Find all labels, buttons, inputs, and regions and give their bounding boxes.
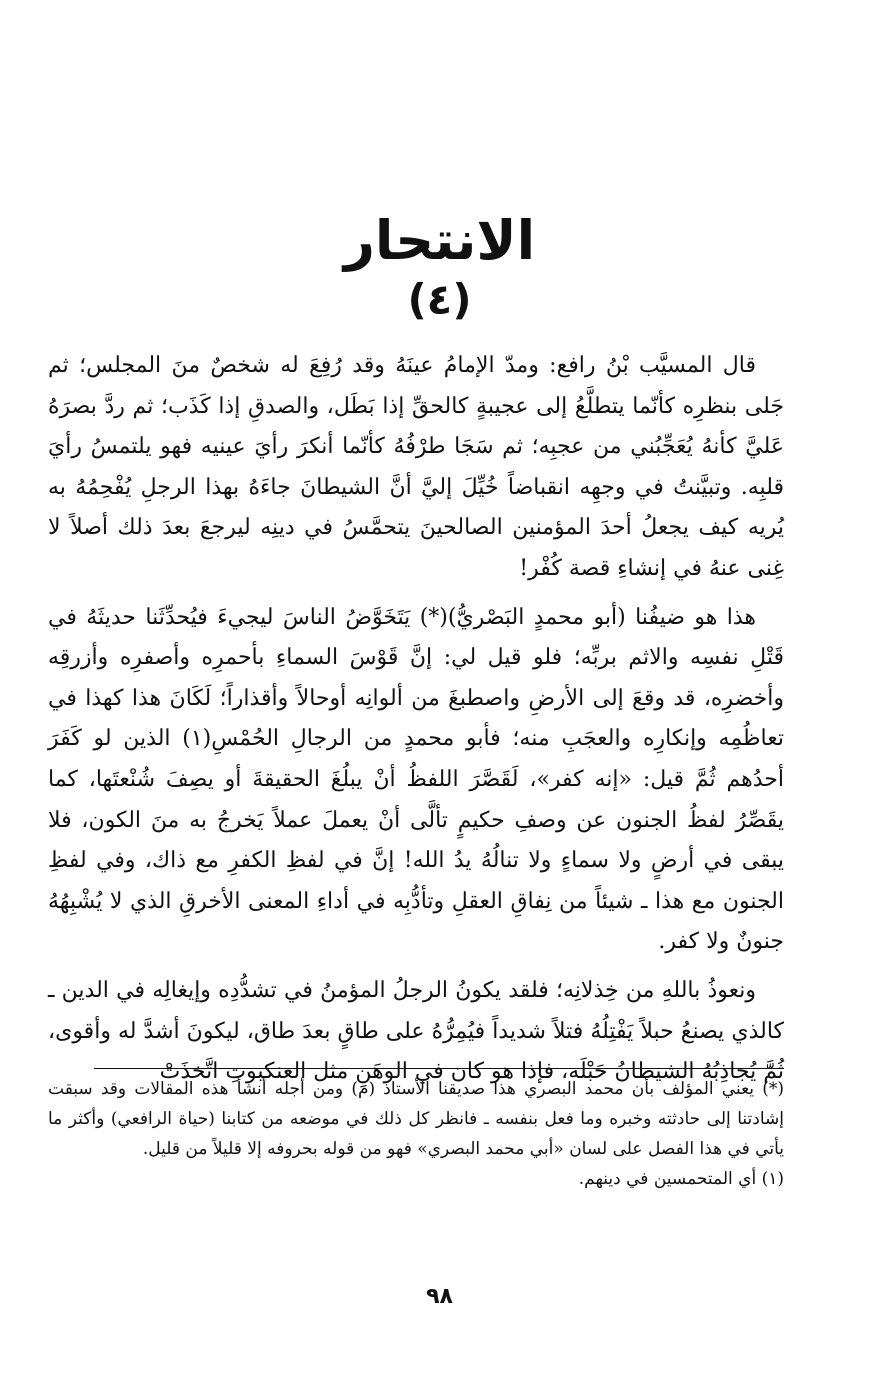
- chapter-title: الانتحار: [343, 209, 536, 272]
- paragraph-1: قال المسيَّب بْنُ رافع: ومدّ الإمامُ عينَهُ وقد رُفِعَ له شخصٌ منَ المجلس؛ ثم جَلى بنظرِه كأنّما يتطلَّعُ إلى عجيبةٍ كالحقِّ إذا بَطَل، والصدقِ إذا كَذَب؛ ثم ردَّ بصرَهُ عَليَّ كأنهُ يُعَجِّبُني من عجبِه؛ ثم سَجَا طرْفُهُ كأنّما أنكرَ رأيَ عينيه فهو يلتمسُ رأيَ قلبِه. وتبيَّنتُ في وجهِه انقباضاً خُيِّلَ إليَّ أنَّ الشيطانَ جاءَهُ بهذا الرجلِ يُفْحِمُهُ به يُريه كيف يجعلُ أحدَ المؤمنين الصالحينَ يتحمَّسُ في دينِه ليرجعَ بعدَ ذلك أصلاً لا غِنى عنهُ في إنشاءِ قصة كُفْر!: [48, 353, 784, 581]
- paragraph-3: ونعوذُ باللهِ من خِذلانِه؛ فلقد يكونُ الرجلُ المؤمنُ في تشدُّدِه وإيغالِه في الدين ـ كالذي يصنعُ حبلاً يَفْتِلُهُ فتلاً شديداً فيُمِرُّهُ على طاقٍ بعدَ طاق، ليكونَ أشدَّ له وأقوى، ثُمَّ يُجاذِبُهُ الشيطانُ حَبْلَه، فإذا هو كان في الوهَنِ مثل العنكبوتِ اتَّخذَتْ: [48, 977, 784, 1085]
- page-number: ٩٨: [426, 1284, 453, 1309]
- footnote-divider: [94, 1068, 784, 1069]
- main-text: [48, 346, 784, 1093]
- footnotes: [48, 1074, 784, 1194]
- footnote-star: (*) يعني المؤلف بأن محمد البصري هذا صديقنا الأستاذ (م) ومن أجله أنشأ هذه المقالات وقد سبقت إشادتنا إلى حادثته وخبره وما فعل بنفسه ـ فانظر كل ذلك في موضعه من كتابنا (حياة الرافعي) وأكثر ما يأتي في هذا الفصل على لسان «أبي محمد البصري» فهو من قوله بحروفه إلا قليلاً من قليل.: [48, 1079, 784, 1159]
- footnote-1: (١) أي المتحمسين في دينهم.: [578, 1169, 784, 1189]
- paragraph-2: هذا هو ضيفُنا (أبو محمدٍ البَصْريُّ)(*) يَتَخَوَّضُ الناسَ ليجيءَ فيُحدِّثَنا حديثَهُ في قَتْلِ نفسِه والاثم بربِّه؛ فلو قيل لي: إنَّ قَوْسَ السماءِ بأحمرِه وأصفرِه وأزرقِه وأخضرِه، قد وقعَ إلى الأرضِ واصطبغَ من ألوانِه أوحالاً وأقذاراً؛ لَكَانَ هذا كهذا في تعاظُمِه وإنكارِه والعجَبِ منه؛ فأبو محمدٍ من الرجالِ الحُمْسِ(١) الذين لو كَفَرَ أحدُهم ثُمَّ قيل: «إنه كفر»، لَقَصَّرَ اللفظُ أنْ يبلُغَ الحقيقةَ أو يصِفَ شُنْعتَها، كما يقَصِّرُ لفظُ الجنون عن وصفِ حكيمٍ تألَّى أنْ يعملَ عملاً يَخرجُ به منَ الكون، فلا يبقى في أرضٍ ولا سماءٍ ولا تنالُهُ يدُ الله! إنَّ في لفظِ الكفرِ مع ذاك، وفي لفظِ الجنون مع هذا ـ شيئاً من نِفاقِ العقلِ وتأدُّبِه في أداءِ المعنى الأخرقِ الذي لا يُشْبِهُهُ جنونٌ ولا كفر.: [48, 604, 785, 955]
- chapter-part-number: (٤): [407, 275, 472, 324]
